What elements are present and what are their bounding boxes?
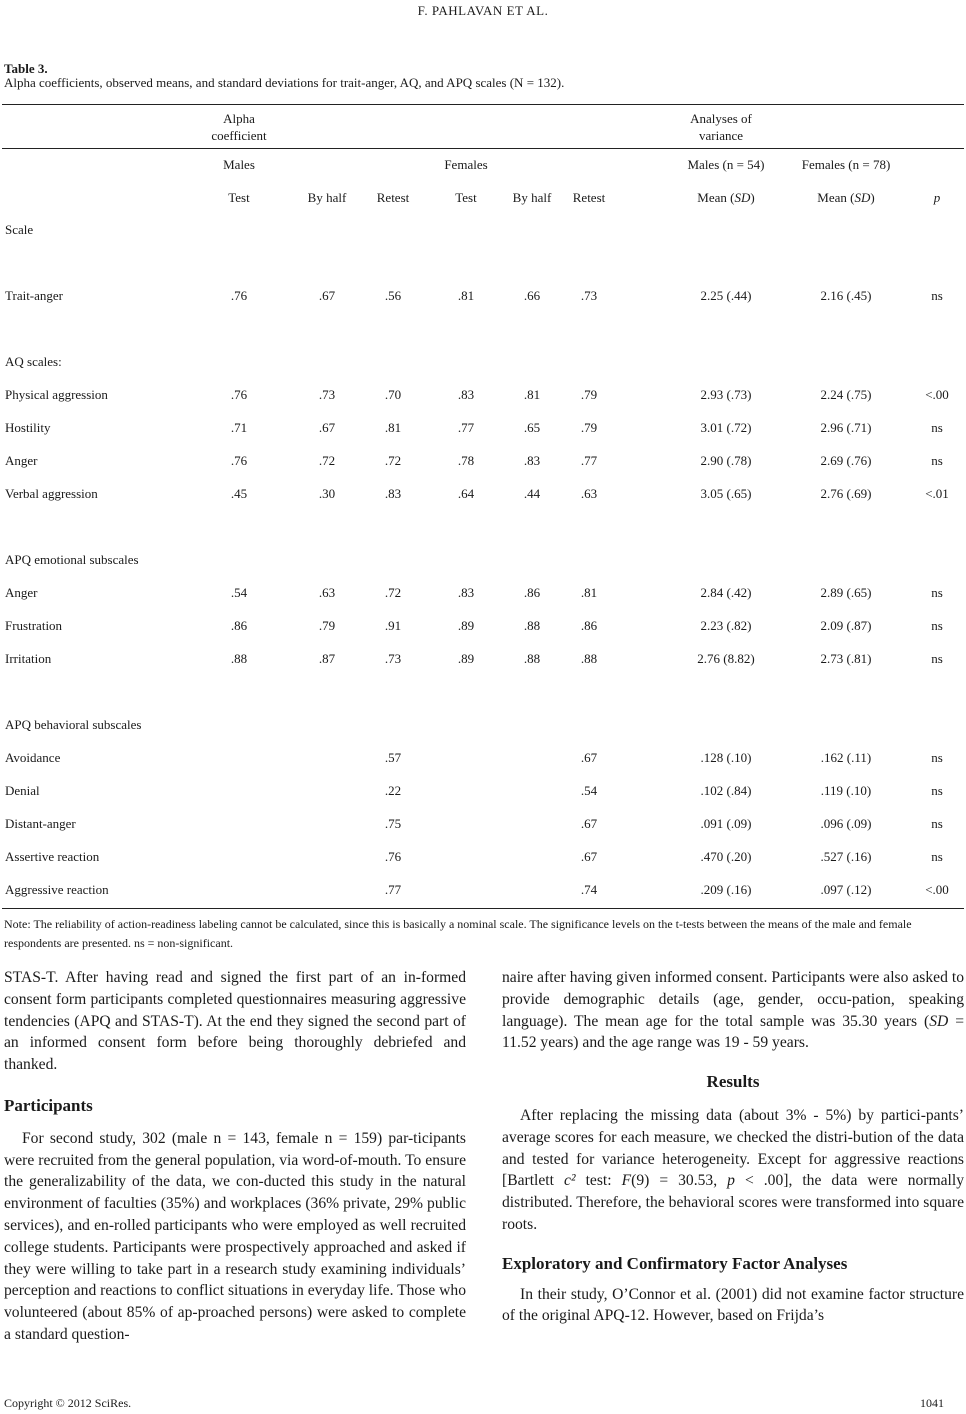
row-label: Hostility bbox=[5, 420, 51, 435]
table-cell: .83 bbox=[457, 387, 475, 402]
alpha-line-2: coefficient bbox=[211, 128, 267, 143]
table-cell: .102 (.84) bbox=[700, 783, 752, 798]
males-n-header: Males (n = 54) bbox=[687, 157, 765, 172]
table-bottom-rule bbox=[2, 908, 964, 909]
table-cell: .65 bbox=[523, 420, 541, 435]
col-retest-females: Retest bbox=[572, 190, 606, 205]
table-cell: .74 bbox=[580, 882, 598, 897]
right-paragraph-2: After replacing the missing data (about 3% - 5%) by partici-pants’ average scores for each measure, we checked the distri-bution of the data and tested for variance heterogeneity. Except for aggressive reactions [Bartlett c² test: F(9) = 30.53, p < .00], the data were normally distributed. Therefore, the behavioral scores were transformed into square roots. bbox=[502, 1106, 964, 1233]
row-label: Avoidance bbox=[5, 750, 61, 765]
table-cell: .72 bbox=[318, 453, 336, 468]
table-cell: ns bbox=[931, 585, 943, 600]
row-label: Frustration bbox=[5, 618, 63, 633]
table-cell: .86 bbox=[230, 618, 248, 633]
table-cell: 2.89 (.65) bbox=[820, 585, 872, 600]
table-cell: .89 bbox=[457, 651, 475, 666]
table-cell: 2.96 (.71) bbox=[820, 420, 872, 435]
table-cell: 2.24 (.75) bbox=[820, 387, 872, 402]
table-cell: .77 bbox=[457, 420, 475, 435]
table-cell: .470 (.20) bbox=[700, 849, 752, 864]
right-column bbox=[502, 967, 964, 1327]
table-cell: .119 (.10) bbox=[820, 783, 872, 798]
running-header: F. PAHLAVAN ET AL. bbox=[417, 3, 549, 18]
table-cell: .75 bbox=[384, 816, 402, 831]
table-cell: ns bbox=[931, 420, 943, 435]
table-cell: <.00 bbox=[925, 882, 949, 897]
table-cell: .30 bbox=[318, 486, 336, 501]
table-cell: .64 bbox=[457, 486, 475, 501]
table-cell: .73 bbox=[318, 387, 336, 402]
col-retest-males: Retest bbox=[376, 190, 410, 205]
table-cell: .86 bbox=[580, 618, 598, 633]
table-cell: .71 bbox=[230, 420, 248, 435]
table-cell: .76 bbox=[230, 387, 248, 402]
table-cell: .096 (.09) bbox=[820, 816, 872, 831]
table-cell: .81 bbox=[457, 288, 475, 303]
table-cell: .66 bbox=[523, 288, 541, 303]
table-cell: .73 bbox=[580, 288, 598, 303]
females-n-header: Females (n = 78) bbox=[801, 157, 891, 172]
table-cell: .70 bbox=[384, 387, 402, 402]
row-label: Trait-anger bbox=[5, 288, 64, 303]
table-cell: .79 bbox=[580, 387, 598, 402]
table-cell: .162 (.11) bbox=[820, 750, 872, 765]
table-cell: 2.73 (.81) bbox=[820, 651, 872, 666]
table-cell: .88 bbox=[523, 651, 541, 666]
table-cell: .86 bbox=[523, 585, 541, 600]
table-cell: .72 bbox=[384, 453, 402, 468]
table-cell: .67 bbox=[580, 816, 598, 831]
table-cell: .128 (.10) bbox=[700, 750, 752, 765]
males-header: Males bbox=[223, 157, 255, 172]
anova-group-header bbox=[661, 110, 781, 144]
table-cell: .81 bbox=[384, 420, 402, 435]
table-cell: .67 bbox=[580, 750, 598, 765]
row-label: Assertive reaction bbox=[5, 849, 100, 864]
table-cell: 2.90 (.78) bbox=[700, 453, 752, 468]
right-paragraph-1: naire after having given informed consent. Participants were also asked to provide demographic details (age, gender, occu-pation, speaking language). The mean age for the total sample was 35.30 years (SD = 11.52 years) and the age range was 19 - 59 years. bbox=[502, 969, 964, 1052]
table-cell: .79 bbox=[318, 618, 336, 633]
footer-page-number: 1041 bbox=[920, 1396, 944, 1410]
col-p: p bbox=[933, 190, 941, 205]
col-mean-females: Mean (SD) bbox=[817, 190, 875, 205]
table-cell: .91 bbox=[384, 618, 402, 633]
row-label: AQ scales: bbox=[5, 354, 62, 369]
table-top-rule bbox=[2, 104, 964, 105]
table-cell: .56 bbox=[384, 288, 402, 303]
efa-heading: Exploratory and Confirmatory Factor Analyses bbox=[502, 1253, 848, 1273]
row-label: Anger bbox=[5, 585, 38, 600]
table-cell: 3.05 (.65) bbox=[700, 486, 752, 501]
table-cell: 2.69 (.76) bbox=[820, 453, 872, 468]
table-cell: 3.01 (.72) bbox=[700, 420, 752, 435]
row-label: Verbal aggression bbox=[5, 486, 98, 501]
table-cell: .097 (.12) bbox=[820, 882, 872, 897]
table-cell: 2.09 (.87) bbox=[820, 618, 872, 633]
table-cell: ns bbox=[931, 816, 943, 831]
table-cell: ns bbox=[931, 453, 943, 468]
table-cell: 2.76 (8.82) bbox=[697, 651, 755, 666]
table-cell: .76 bbox=[384, 849, 402, 864]
participants-heading: Participants bbox=[4, 1095, 93, 1115]
alpha-line-1: Alpha bbox=[223, 111, 255, 126]
table-cell: .77 bbox=[384, 882, 402, 897]
table-cell: .54 bbox=[230, 585, 248, 600]
table-cell: .67 bbox=[580, 849, 598, 864]
table-cell: .83 bbox=[384, 486, 402, 501]
table-cell: .527 (.16) bbox=[820, 849, 872, 864]
table-cell: .83 bbox=[523, 453, 541, 468]
table-cell: ns bbox=[931, 618, 943, 633]
table-cell: ns bbox=[931, 288, 943, 303]
table-cell: .44 bbox=[523, 486, 541, 501]
table-cell: .81 bbox=[580, 585, 598, 600]
table-cell: .091 (.09) bbox=[700, 816, 752, 831]
table-cell: .54 bbox=[580, 783, 598, 798]
table-cell: .45 bbox=[230, 486, 248, 501]
table-caption: Alpha coefficients, observed means, and standard deviations for trait-anger, AQ, and APQ scales (N = 132). bbox=[4, 75, 565, 90]
results-heading: Results bbox=[706, 1072, 760, 1092]
col-byhalf-males: By half bbox=[307, 190, 347, 205]
row-label: Irritation bbox=[5, 651, 52, 666]
table-cell: .87 bbox=[318, 651, 336, 666]
row-label: APQ emotional subscales bbox=[5, 552, 139, 567]
table-cell: .78 bbox=[457, 453, 475, 468]
table-cell: .67 bbox=[318, 420, 336, 435]
row-label: Denial bbox=[5, 783, 40, 798]
table-cell: .72 bbox=[384, 585, 402, 600]
col-mean-males: Mean (SD) bbox=[697, 190, 755, 205]
table-cell: .67 bbox=[318, 288, 336, 303]
left-paragraph-1: STAS-T. After having read and signed the first part of an in-formed consent form participants completed questionnaires measuring aggressive tendencies (APQ and STAS-T). At the end they signed the second part of an informed consent form before being thoroughly debriefed and thanked. bbox=[4, 969, 466, 1074]
table-label: Table 3. bbox=[4, 61, 48, 76]
left-paragraph-2: For second study, 302 (male n = 143, female n = 159) par-ticipants were recruited from the general population, via word-of-mouth. To ensure the generalizability of the data, we con-ducted this study in the natural environment of faculties (35%) and workplaces (36% private, 29% public services), and en-rolled participants who were employed as well recruited college students. Participants were prospectively approached and asked if they were willing to take part in a research study examining individuals’ perception and reactions to conflict situations in everyday life. Those who volunteered (about 85% of ap-proached persons) were asked to complete a standard question- bbox=[4, 1129, 466, 1343]
row-label: Physical aggression bbox=[5, 387, 108, 402]
footer-copyright: Copyright © 2012 SciRes. bbox=[4, 1396, 132, 1410]
table-cell: 2.23 (.82) bbox=[700, 618, 752, 633]
table-cell: .79 bbox=[580, 420, 598, 435]
right-paragraph-3: In their study, O’Connor et al. (2001) did not examine factor structure of the original APQ-12. However, based on Frijda’s bbox=[502, 1285, 964, 1325]
col-test-females: Test bbox=[455, 190, 477, 205]
scale-header: Scale bbox=[5, 222, 34, 237]
anova-line-1: Analyses of bbox=[690, 111, 752, 126]
table-cell: .77 bbox=[580, 453, 598, 468]
table-cell: .76 bbox=[230, 453, 248, 468]
col-test-males: Test bbox=[228, 190, 250, 205]
table-cell: .81 bbox=[523, 387, 541, 402]
table-cell: <.01 bbox=[925, 486, 949, 501]
table-cell: 2.25 (.44) bbox=[700, 288, 752, 303]
left-column bbox=[4, 967, 466, 1346]
row-label: Anger bbox=[5, 453, 38, 468]
table-note: Note: The reliability of action-readiness labeling cannot be calculated, since this is basically a nominal scale. The significance levels on the t-tests between the means of the male and female respondents are presented. ns = non-significant. bbox=[4, 917, 912, 950]
table-cell: ns bbox=[931, 783, 943, 798]
row-label: Distant-anger bbox=[5, 816, 76, 831]
table-cell: 2.84 (.42) bbox=[700, 585, 752, 600]
table-cell: .57 bbox=[384, 750, 402, 765]
table-cell: 2.93 (.73) bbox=[700, 387, 752, 402]
table-cell: .22 bbox=[384, 783, 402, 798]
anova-line-2: variance bbox=[698, 128, 744, 143]
table-cell: ns bbox=[931, 849, 943, 864]
table-cell: 2.76 (.69) bbox=[820, 486, 872, 501]
table-cell: ns bbox=[931, 651, 943, 666]
table-cell: .76 bbox=[230, 288, 248, 303]
alpha-group-header bbox=[179, 110, 299, 144]
row-label: Aggressive reaction bbox=[5, 882, 109, 897]
row-label: APQ behavioral subscales bbox=[5, 717, 142, 732]
table-cell: .73 bbox=[384, 651, 402, 666]
table-cell: .88 bbox=[580, 651, 598, 666]
table-cell: .63 bbox=[580, 486, 598, 501]
table-header-rule bbox=[2, 148, 964, 149]
table-cell: .83 bbox=[457, 585, 475, 600]
table-cell: ns bbox=[931, 750, 943, 765]
table-cell: .89 bbox=[457, 618, 475, 633]
table-cell: .63 bbox=[318, 585, 336, 600]
table-cell: .209 (.16) bbox=[700, 882, 752, 897]
table-cell: <.00 bbox=[925, 387, 949, 402]
table-cell: .88 bbox=[523, 618, 541, 633]
females-header: Females bbox=[444, 157, 488, 172]
table-cell: 2.16 (.45) bbox=[820, 288, 872, 303]
col-byhalf-females: By half bbox=[512, 190, 552, 205]
table-cell: .88 bbox=[230, 651, 248, 666]
